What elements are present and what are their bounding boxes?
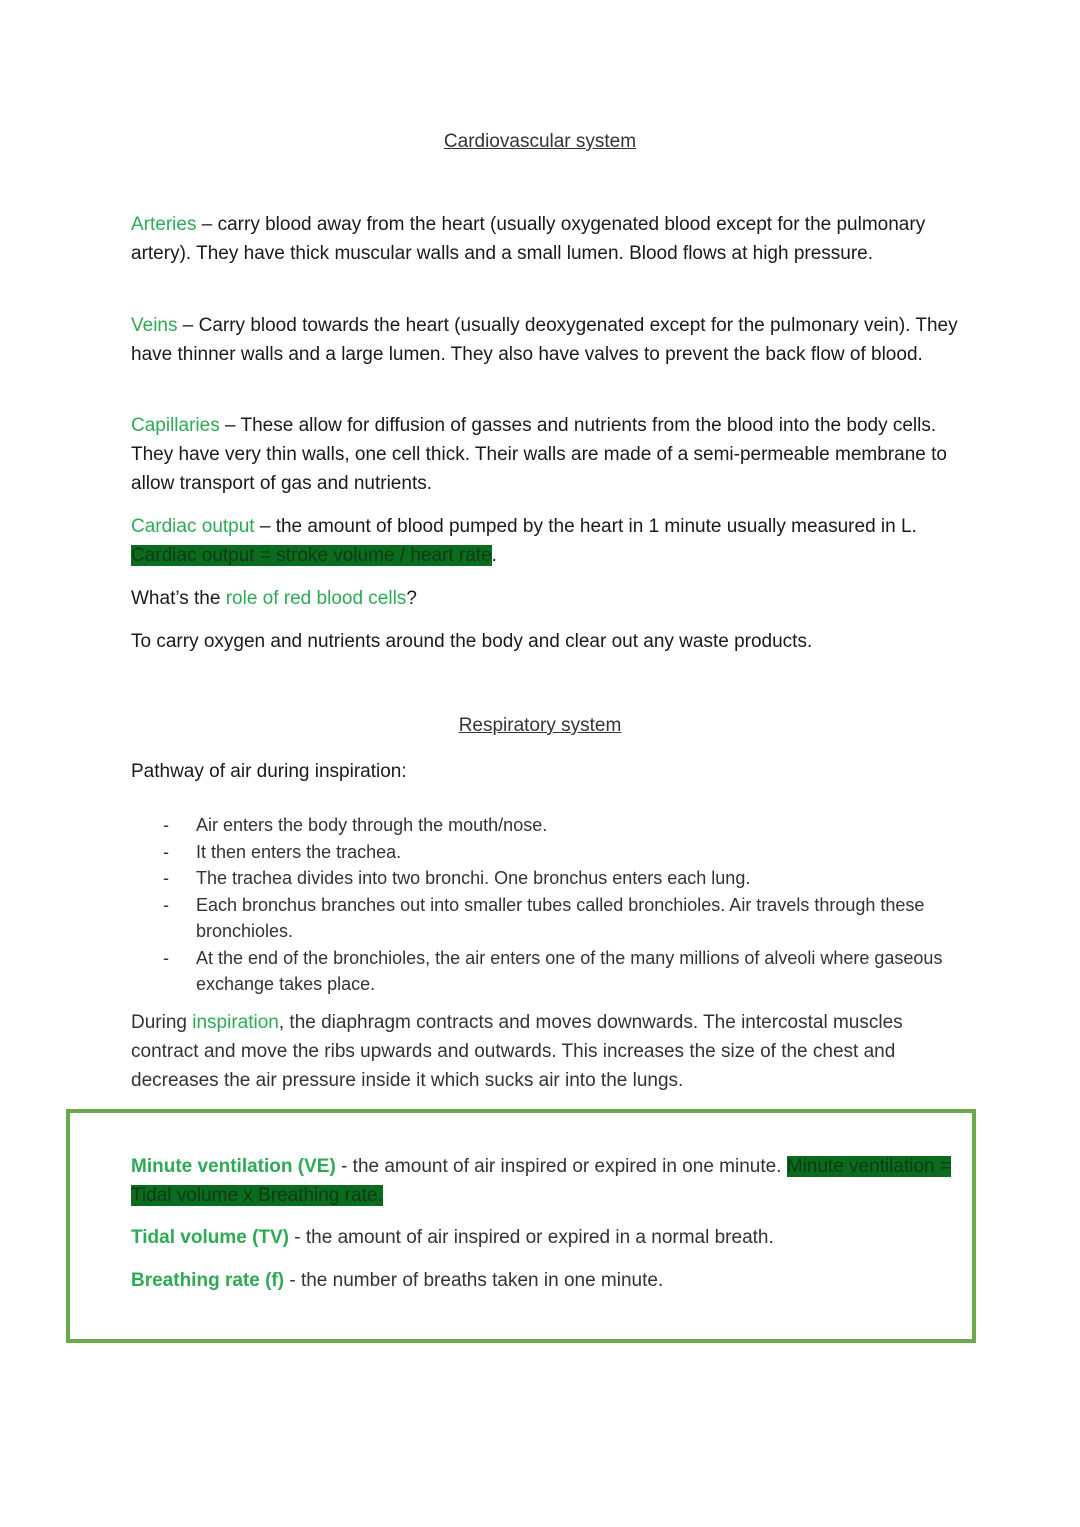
- arteries-paragraph: [131, 210, 961, 268]
- respiratory-heading: Respiratory system: [458, 715, 622, 736]
- cardiovascular-heading: Cardiovascular system: [443, 131, 637, 152]
- minute-ventilation-definition: - the amount of air inspired or expired in one minute.: [335, 1156, 787, 1177]
- bullet-dash: -: [163, 894, 169, 915]
- cardiac-output-definition: – the amount of blood pumped by the heart in 1 minute usually measured in L.: [254, 516, 917, 537]
- breathing-rate-paragraph: [131, 1266, 961, 1295]
- minute-ventilation-paragraph: [131, 1152, 961, 1210]
- list-item-text: Each bronchus branches out into smaller tubes called bronchioles. Air travels through these bronchioles.: [196, 894, 925, 941]
- list-item: [131, 945, 961, 998]
- inspiration-prefix: During: [131, 1012, 193, 1033]
- list-item: [131, 839, 961, 866]
- question-suffix: ?: [406, 588, 417, 609]
- inspiration-term: inspiration: [192, 1012, 279, 1033]
- list-item: [131, 892, 961, 945]
- capillaries-definition: – These allow for diffusion of gasses and nutrients from the blood into the body cells. They have very thin walls, one cell thick. Their walls are made of a semi-permeable membrane to allow transport of gas and nutrients.: [131, 415, 947, 494]
- list-item-text: It then enters the trachea.: [196, 841, 402, 862]
- cardiac-output-formula-highlight: Cardiac output = stroke volume / heart rate: [131, 545, 492, 566]
- list-item: [131, 865, 961, 892]
- question-term: role of red blood cells: [225, 588, 407, 609]
- cardiac-output-term: Cardiac output: [131, 516, 255, 537]
- question-prefix: What’s the: [131, 588, 226, 609]
- tidal-volume-term: Tidal volume (TV): [131, 1227, 290, 1248]
- list-item-text: Air enters the body through the mouth/nose.: [196, 815, 548, 835]
- breathing-rate-definition: - the number of breaths taken in one minute.: [284, 1270, 664, 1291]
- cardiac-output-period: .: [491, 545, 497, 566]
- veins-definition: – Carry blood towards the heart (usually deoxygenated except for the pulmonary vein). They have thinner walls and a large lumen. They also have valves to prevent the back flow of blood.: [131, 315, 958, 365]
- cardiac-output-paragraph: [131, 512, 961, 570]
- inspiration-description: , the diaphragm contracts and moves downwards. The intercostal muscles contract and move the ribs upwards and outwards. This increases the size of the chest and decreases the air pressure inside it which sucks air into the lungs.: [131, 1012, 903, 1091]
- bullet-dash: -: [163, 841, 169, 862]
- red-blood-cells-question: [131, 584, 961, 613]
- bullet-dash: -: [163, 868, 169, 888]
- list-item-text: At the end of the bronchioles, the air enters one of the many millions of alveoli where gaseous exchange takes place.: [196, 947, 943, 994]
- tidal-volume-definition: - the amount of air inspired or expired in a normal breath.: [289, 1227, 774, 1248]
- arteries-term: Arteries: [131, 214, 197, 235]
- tidal-volume-paragraph: [131, 1223, 961, 1252]
- bullet-dash: -: [163, 815, 169, 835]
- veins-paragraph: [131, 311, 961, 369]
- list-item-text: The trachea divides into two bronchi. One bronchus enters each lung.: [196, 868, 751, 888]
- capillaries-paragraph: [131, 411, 961, 498]
- capillaries-term: Capillaries: [131, 415, 220, 436]
- red-blood-cells-answer: To carry oxygen and nutrients around the body and clear out any waste products.: [131, 631, 813, 652]
- list-item: [131, 812, 961, 839]
- breathing-rate-term: Breathing rate (f): [131, 1270, 285, 1291]
- arteries-definition: – carry blood away from the heart (usually oxygenated blood except for the pulmonary artery). They have thick muscular walls and a small lumen. Blood flows at high pressure.: [131, 214, 926, 264]
- inspiration-pathway-list: [131, 812, 961, 998]
- pathway-intro: Pathway of air during inspiration:: [131, 761, 407, 782]
- inspiration-paragraph: [131, 1008, 961, 1095]
- bullet-dash: -: [163, 947, 169, 968]
- minute-ventilation-term: Minute ventilation (VE): [131, 1156, 336, 1177]
- minute-ventilation-formula-highlight: Minute ventilation = Tidal volume x Breathing rate.: [131, 1156, 951, 1206]
- veins-term: Veins: [131, 315, 178, 336]
